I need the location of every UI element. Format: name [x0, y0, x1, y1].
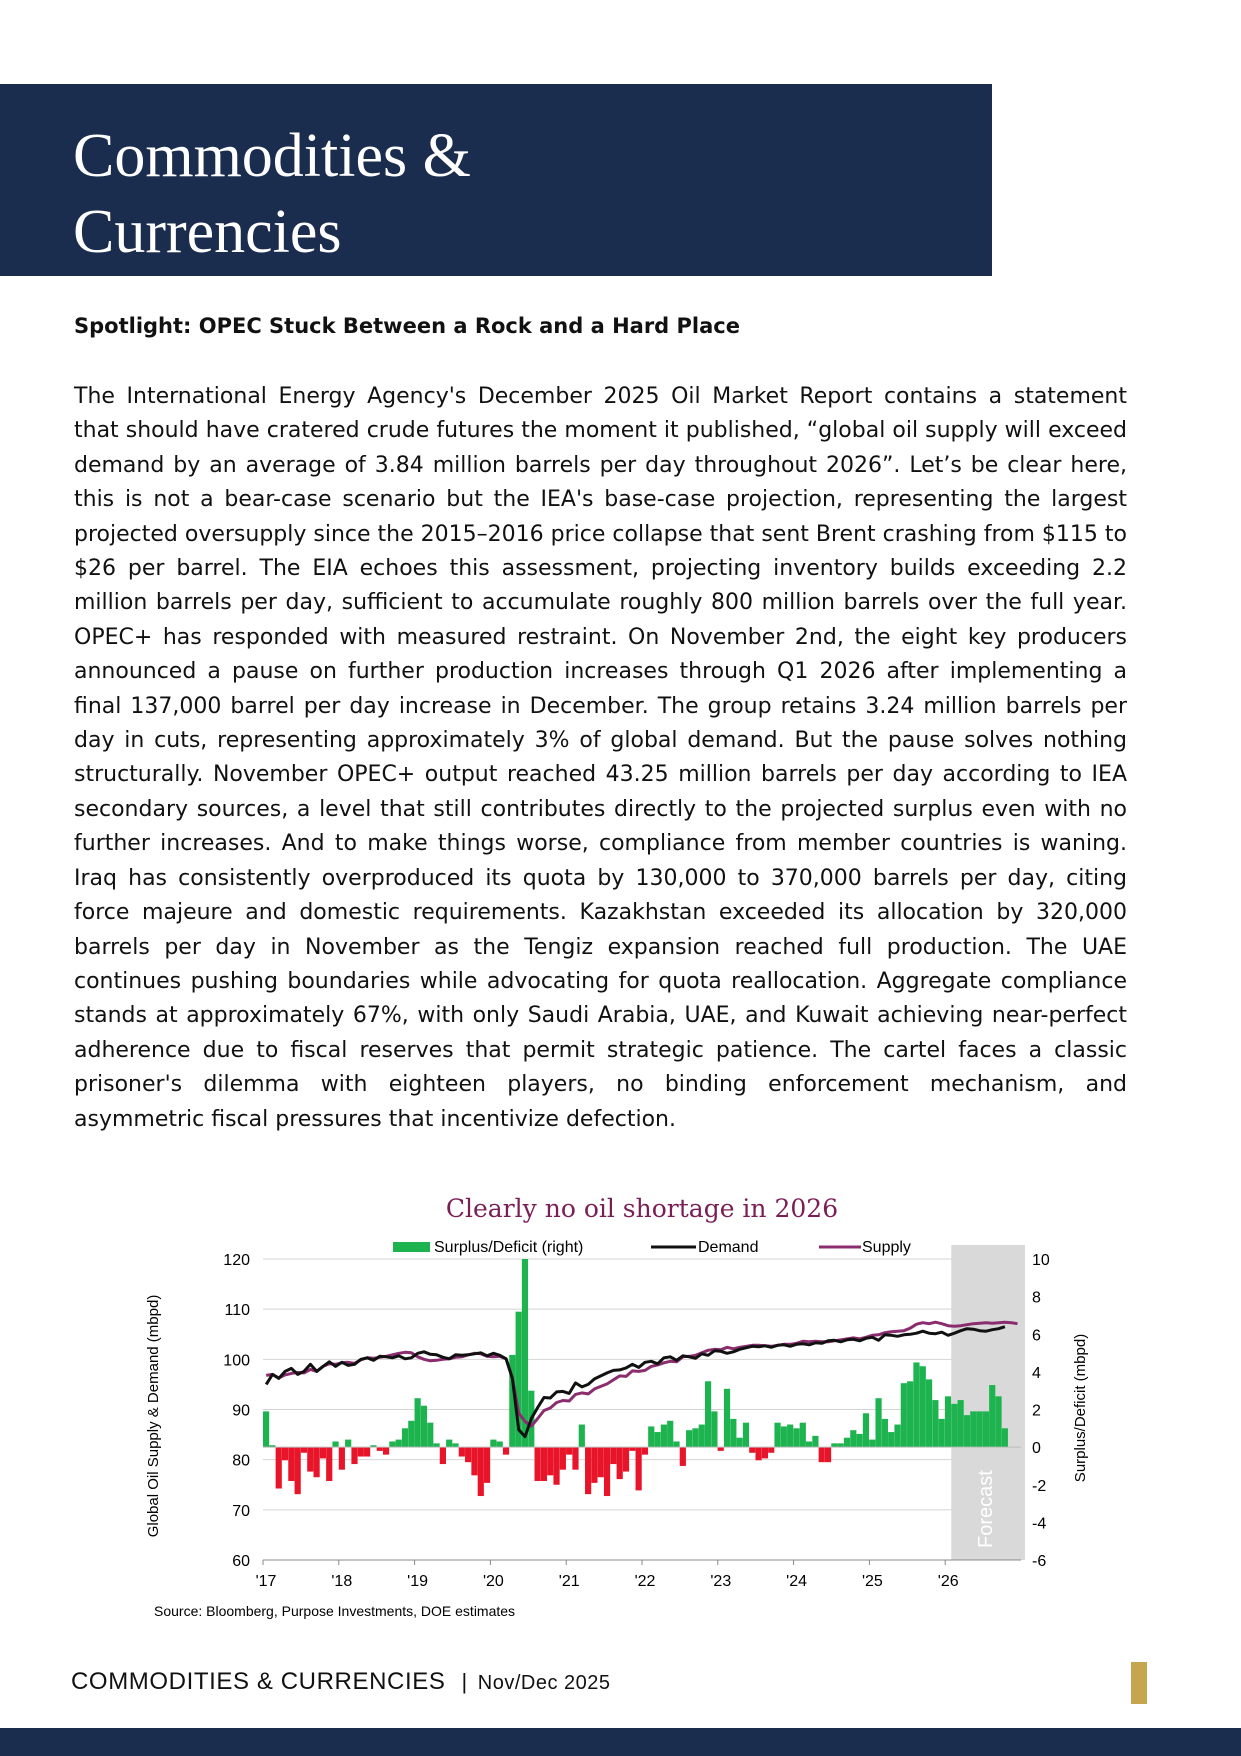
article-headline: Spotlight: OPEC Stuck Between a Rock and a Hard Place	[74, 314, 740, 338]
surplus-bar	[433, 1443, 439, 1447]
y-axis-right-label: Surplus/Deficit (mbpd)	[1072, 1333, 1089, 1483]
surplus-bar	[301, 1447, 307, 1453]
surplus-bar	[857, 1434, 863, 1447]
y-right-tick-label: -4	[1032, 1515, 1047, 1533]
surplus-bar	[800, 1423, 806, 1447]
y-right-tick-label: -2	[1032, 1477, 1047, 1495]
surplus-bar	[983, 1411, 989, 1447]
surplus-bar	[692, 1428, 698, 1447]
surplus-bar	[869, 1440, 875, 1448]
surplus-bar	[680, 1447, 686, 1466]
surplus-bar	[920, 1366, 926, 1447]
surplus-bar	[604, 1447, 610, 1496]
surplus-bar	[389, 1441, 395, 1447]
surplus-bar	[497, 1441, 503, 1447]
surplus-bar	[288, 1447, 294, 1481]
surplus-bar	[768, 1447, 774, 1453]
surplus-bar	[572, 1447, 578, 1470]
surplus-bar	[781, 1426, 787, 1447]
surplus-bar	[339, 1447, 345, 1470]
surplus-bar	[282, 1447, 288, 1460]
page-title: Commodities & Currencies	[73, 122, 471, 266]
surplus-bar	[673, 1441, 679, 1447]
surplus-bar	[332, 1441, 338, 1447]
surplus-bar	[427, 1423, 433, 1447]
surplus-bar	[718, 1447, 724, 1451]
surplus-bar	[535, 1447, 541, 1481]
y-left-tick-label: 80	[232, 1452, 250, 1470]
y-axis-left-ticks	[223, 1252, 250, 1570]
y-left-tick-label: 60	[232, 1553, 250, 1570]
y-axis-right-ticks	[1032, 1252, 1050, 1570]
surplus-bar	[756, 1447, 762, 1460]
surplus-bar	[743, 1423, 749, 1447]
y-right-tick-label: 10	[1032, 1252, 1050, 1269]
surplus-bar	[591, 1447, 597, 1483]
y-left-tick-label: 110	[224, 1302, 250, 1320]
footer-label: COMMODITIES & CURRENCIES	[71, 1668, 446, 1695]
x-tick-label: '20	[482, 1573, 504, 1590]
chart-source: Source: Bloomberg, Purpose Investments, DOE estimates	[154, 1603, 516, 1619]
surplus-bar	[579, 1425, 585, 1448]
surplus-bar	[636, 1447, 642, 1490]
surplus-bar	[648, 1426, 654, 1447]
surplus-bar	[894, 1425, 900, 1448]
x-tick-label: '17	[255, 1573, 277, 1590]
legend-label-surplus: Surplus/Deficit (right)	[434, 1239, 584, 1256]
surplus-bar	[629, 1447, 635, 1451]
surplus-bar	[490, 1440, 496, 1448]
surplus-bar	[642, 1447, 648, 1455]
surplus-bar	[939, 1419, 945, 1447]
x-tick-label: '22	[634, 1573, 656, 1590]
y-axis-left-label: Global Oil Supply & Demand (mbpd)	[145, 1294, 162, 1538]
surplus-bar	[844, 1438, 850, 1447]
surplus-bar	[396, 1440, 402, 1448]
surplus-bar	[774, 1423, 780, 1447]
surplus-bar	[699, 1425, 705, 1448]
surplus-bar	[440, 1447, 446, 1464]
surplus-bar	[610, 1447, 616, 1464]
x-tick-label: '21	[558, 1573, 580, 1590]
surplus-bars	[263, 1259, 1008, 1496]
surplus-bar	[661, 1425, 667, 1448]
surplus-bar	[623, 1447, 629, 1471]
surplus-bar	[831, 1443, 837, 1447]
surplus-bar	[484, 1447, 490, 1483]
surplus-bar	[503, 1447, 509, 1455]
surplus-bar	[465, 1447, 471, 1462]
surplus-bar	[762, 1447, 768, 1458]
oil-chart	[140, 1180, 1100, 1620]
surplus-bar	[421, 1406, 427, 1447]
surplus-bar	[995, 1396, 1001, 1447]
footer	[71, 1668, 611, 1696]
surplus-bar	[547, 1447, 553, 1475]
y-right-tick-label: 0	[1032, 1440, 1041, 1458]
surplus-bar	[749, 1447, 755, 1453]
surplus-bar	[838, 1443, 844, 1447]
forecast-label: Forecast	[975, 1470, 998, 1548]
page-marker	[1131, 1662, 1147, 1704]
surplus-bar	[806, 1441, 812, 1447]
surplus-bar	[932, 1400, 938, 1447]
footer-date: Nov/Dec 2025	[477, 1672, 611, 1694]
surplus-bar	[377, 1447, 383, 1451]
surplus-bar	[345, 1440, 351, 1448]
surplus-bar	[863, 1413, 869, 1447]
surplus-bar	[1002, 1428, 1008, 1447]
surplus-bar	[478, 1447, 484, 1496]
surplus-bar	[825, 1447, 831, 1462]
surplus-bar	[970, 1411, 976, 1447]
surplus-bar	[787, 1425, 793, 1448]
x-tick-label: '19	[407, 1573, 429, 1590]
x-tick-label: '24	[786, 1573, 808, 1590]
surplus-bar	[686, 1430, 692, 1447]
surplus-bar	[850, 1430, 856, 1447]
surplus-bar	[705, 1381, 711, 1447]
surplus-bar	[471, 1447, 477, 1475]
surplus-bar	[926, 1379, 932, 1447]
surplus-bar	[598, 1447, 604, 1477]
x-tick-label: '18	[331, 1573, 353, 1590]
surplus-bar	[819, 1447, 825, 1462]
surplus-bar	[314, 1447, 320, 1477]
y-left-tick-label: 90	[232, 1402, 250, 1420]
surplus-bar	[913, 1362, 919, 1447]
surplus-bar	[737, 1438, 743, 1447]
surplus-bar	[307, 1447, 313, 1471]
surplus-bar	[402, 1428, 408, 1447]
surplus-bar	[724, 1389, 730, 1447]
surplus-bar	[617, 1447, 623, 1479]
surplus-bar	[585, 1447, 591, 1494]
chart-legend	[393, 1239, 911, 1256]
surplus-bar	[560, 1447, 566, 1470]
surplus-bar	[415, 1398, 421, 1447]
y-left-tick-label: 120	[223, 1252, 250, 1269]
article-body: The International Energy Agency's December 2025 Oil Market Report contains a statement that should have cratered crude futures the moment it published, “global oil supply will exceed demand by an average of 3.84 million barrels per day throughout 2026”. Let’s be clear here, this is not a bear-case scenario but the IEA's base-case projection, representing the largest projected oversupply since the 2015–2016 price collapse that sent Brent crashing from $115 to $26 per barrel. The EIA echoes this assessment, projecting inventory builds exceeding 2.2 million barrels per day, sufficient to accumulate roughly 800 million barrels over the full year. OPEC+ has responded with measured restraint. On November 2nd, the eight key producers announced a pause on further production increases through Q1 2026 after implementing a final 137,000 barrel per day increase in December. The group retains 3.24 million barrels per day in cuts, representing approximately 3% of global demand. But the pause solves nothing structurally. November OPEC+ output reached 43.25 million barrels per day according to IEA secondary sources, a level that still contributes directly to the projected surplus even with no further increases. And to make things worse, compliance from member countries is waning. Iraq has consistently overproduced its quota by 130,000 to 370,000 barrels per day, citing force majeure and domestic requirements. Kazakhstan exceeded its allocation by 320,000 barrels per day in November as the Tengiz expansion reached full production. The UAE continues pushing boundaries while advocating for quota reallocation. Aggregate compliance stands at approximately 67%, with only Saudi Arabia, UAE, and Kuwait achieving near-perfect adherence due to fiscal reserves that permit strategic patience. The cartel faces a classic prisoner's dilemma with eighteen players, no binding enforcement mechanism, and asymmetric fiscal pressures that incentivize defection.	[74, 384, 1127, 1132]
surplus-bar	[882, 1419, 888, 1447]
footer-separator: |	[461, 1669, 468, 1694]
y-right-tick-label: 4	[1032, 1364, 1041, 1382]
chart-title: Clearly no oil shortage in 2026	[445, 1194, 839, 1223]
y-right-tick-label: 2	[1032, 1402, 1041, 1420]
surplus-bar	[976, 1411, 982, 1447]
demand-line	[266, 1327, 1005, 1437]
surplus-bar	[351, 1447, 357, 1464]
x-tick-label: '23	[710, 1573, 732, 1590]
surplus-bar	[446, 1440, 452, 1448]
surplus-bar	[711, 1411, 717, 1447]
x-tick-label: '25	[861, 1573, 883, 1590]
surplus-bar	[793, 1428, 799, 1447]
y-left-tick-label: 70	[232, 1502, 250, 1520]
surplus-bar	[326, 1447, 332, 1481]
surplus-bar	[263, 1411, 269, 1447]
x-axis-ticks	[256, 1560, 959, 1590]
footer-band	[0, 1728, 1241, 1756]
surplus-bar	[295, 1447, 301, 1494]
surplus-bar	[951, 1404, 957, 1447]
surplus-bar	[901, 1383, 907, 1447]
surplus-bar	[907, 1381, 913, 1447]
surplus-bar	[875, 1398, 881, 1447]
legend-swatch-surplus	[393, 1242, 430, 1252]
surplus-bar	[566, 1447, 572, 1455]
y-left-tick-label: 100	[223, 1352, 250, 1370]
y-right-tick-label: -6	[1032, 1553, 1047, 1570]
surplus-bar	[989, 1385, 995, 1447]
surplus-bar	[459, 1447, 465, 1456]
surplus-bar	[730, 1419, 736, 1447]
x-tick-label: '26	[937, 1573, 959, 1590]
surplus-bar	[358, 1447, 364, 1456]
y-right-tick-label: 6	[1032, 1327, 1041, 1345]
surplus-bar	[553, 1447, 559, 1485]
surplus-bar	[958, 1400, 964, 1447]
legend-label-supply: Supply	[862, 1239, 911, 1256]
surplus-bar	[452, 1443, 458, 1447]
surplus-bar	[276, 1447, 282, 1488]
surplus-bar	[667, 1421, 673, 1447]
surplus-bar	[320, 1447, 326, 1458]
surplus-bar	[945, 1396, 951, 1447]
surplus-bar	[964, 1415, 970, 1447]
surplus-bar	[364, 1447, 370, 1456]
surplus-bar	[383, 1447, 389, 1455]
surplus-bar	[812, 1436, 818, 1447]
legend-label-demand: Demand	[698, 1239, 759, 1256]
surplus-bar	[888, 1432, 894, 1447]
surplus-bar	[654, 1432, 660, 1447]
y-right-tick-label: 8	[1032, 1289, 1041, 1307]
surplus-bar	[541, 1447, 547, 1481]
surplus-bar	[408, 1421, 414, 1447]
